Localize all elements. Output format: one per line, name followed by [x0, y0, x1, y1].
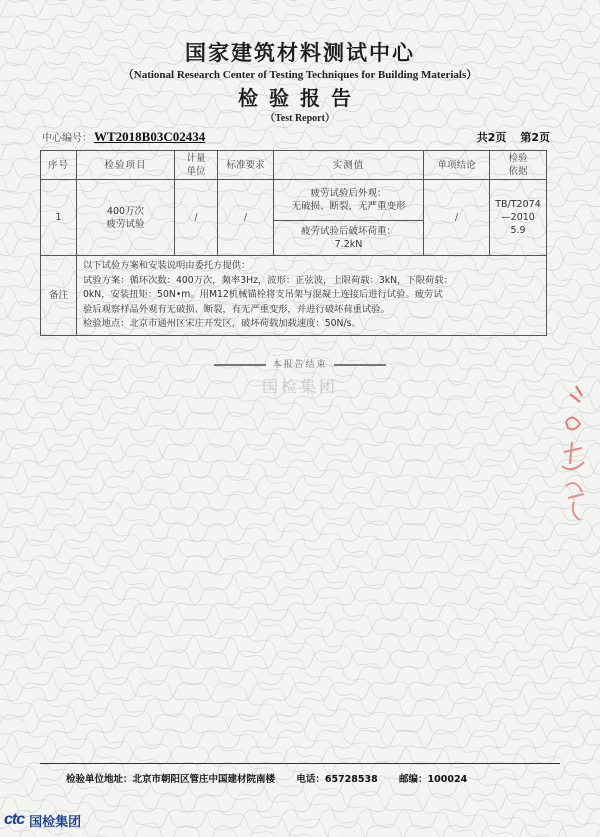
watermark: 国检集团 [261, 377, 338, 396]
col-header-requirement: 标准要求 [218, 151, 274, 180]
col-header-index: 序号 [41, 151, 77, 180]
notes-row [41, 256, 547, 336]
row-basis-line3: 5.9 [510, 225, 526, 236]
notes-label: 备注 [41, 256, 77, 336]
measured-appearance-line1: 疲劳试验后外观： [310, 188, 387, 199]
footer-phone: 电话：65728538 [296, 774, 378, 785]
notes-content [77, 256, 547, 336]
end-rule-right [334, 364, 386, 366]
row-conclusion: / [424, 180, 490, 256]
row-measured-load [274, 221, 424, 256]
row-test-item-line1: 400万次 [106, 205, 145, 217]
ctc-logo-mark: ctc [4, 811, 25, 828]
footer-contact [66, 771, 467, 785]
row-basis [490, 180, 547, 256]
measured-load-line1: 疲劳试验后破坏荷重： [300, 226, 396, 237]
notes-line: 0kN，安装扭矩：50N•m。用M12机械锚栓将支吊架与混凝土连接后进行试验。疲劳试 [83, 289, 443, 301]
table-header-row [41, 151, 547, 180]
org-title-cn: 国家建筑材料测试中心 [185, 41, 415, 65]
center-number [42, 129, 205, 145]
test-result-table [40, 150, 547, 336]
measured-appearance-line2: 无破损、断裂，无严重变形 [291, 201, 406, 212]
footer-divider [40, 763, 560, 764]
col-header-basis [490, 151, 547, 180]
ctc-logo [4, 808, 81, 832]
org-title-en: （National Research Center of Testing Techniques for Building Materials） [122, 69, 478, 81]
current-page: 第2页 [520, 131, 550, 144]
report-end-marker [0, 357, 600, 370]
col-header-basis-text: 检验依据 [508, 153, 528, 177]
col-header-unit-text: 计量单位 [186, 153, 206, 177]
center-number-label: 中心编号： [42, 133, 92, 144]
col-header-measured: 实测值 [274, 151, 424, 180]
end-rule-left [214, 364, 266, 366]
notes-line: 以下试验方案和安装说明由委托方提供： [83, 260, 251, 271]
footer-postcode: 邮编：100024 [399, 774, 468, 785]
col-header-unit [175, 151, 218, 180]
measured-load-line2: 7.2kN [334, 239, 363, 250]
notes-line: 检验地点：北京市通州区宋庄开发区，破坏荷载加载速度：50N/s。 [83, 318, 361, 330]
report-end-text: 本报告结束 [272, 360, 328, 370]
notes-line: 试验方案：循环次数：400万次，频率3Hz，波形：正弦波，上限荷载：3kN，下限荷载： [83, 274, 453, 286]
ctc-logo-name: 国检集团 [29, 814, 82, 830]
row-basis-line2: —2010 [501, 212, 535, 223]
row-test-item-line2: 疲劳试验 [106, 218, 145, 230]
footer-address: 检验单位地址：北京市朝阳区管庄中国建材院南楼 [66, 774, 276, 785]
row-basis-line1: TB/T2074 [495, 199, 541, 210]
report-meta-row [42, 129, 558, 145]
row-test-item [77, 180, 175, 256]
table-row [41, 180, 547, 221]
report-title-cn: 检验报告 [238, 86, 362, 110]
row-requirement: / [218, 180, 274, 256]
center-number-value: WT2018B03C02434 [94, 129, 206, 144]
report-title-en: （Test Report） [265, 113, 335, 124]
col-header-item: 检验项目 [77, 151, 175, 180]
total-pages: 共2页 [476, 131, 507, 144]
notes-line: 验后观察样品外观有无破损、断裂，有无严重变形，并进行破坏荷重试验。 [83, 303, 390, 315]
row-measured-appearance [274, 180, 424, 221]
row-index: 1 [41, 180, 77, 256]
page-count [477, 129, 550, 145]
row-unit: / [175, 180, 218, 256]
col-header-conclusion: 单项结论 [424, 151, 490, 180]
red-seal-stamp-fragment [552, 382, 588, 532]
